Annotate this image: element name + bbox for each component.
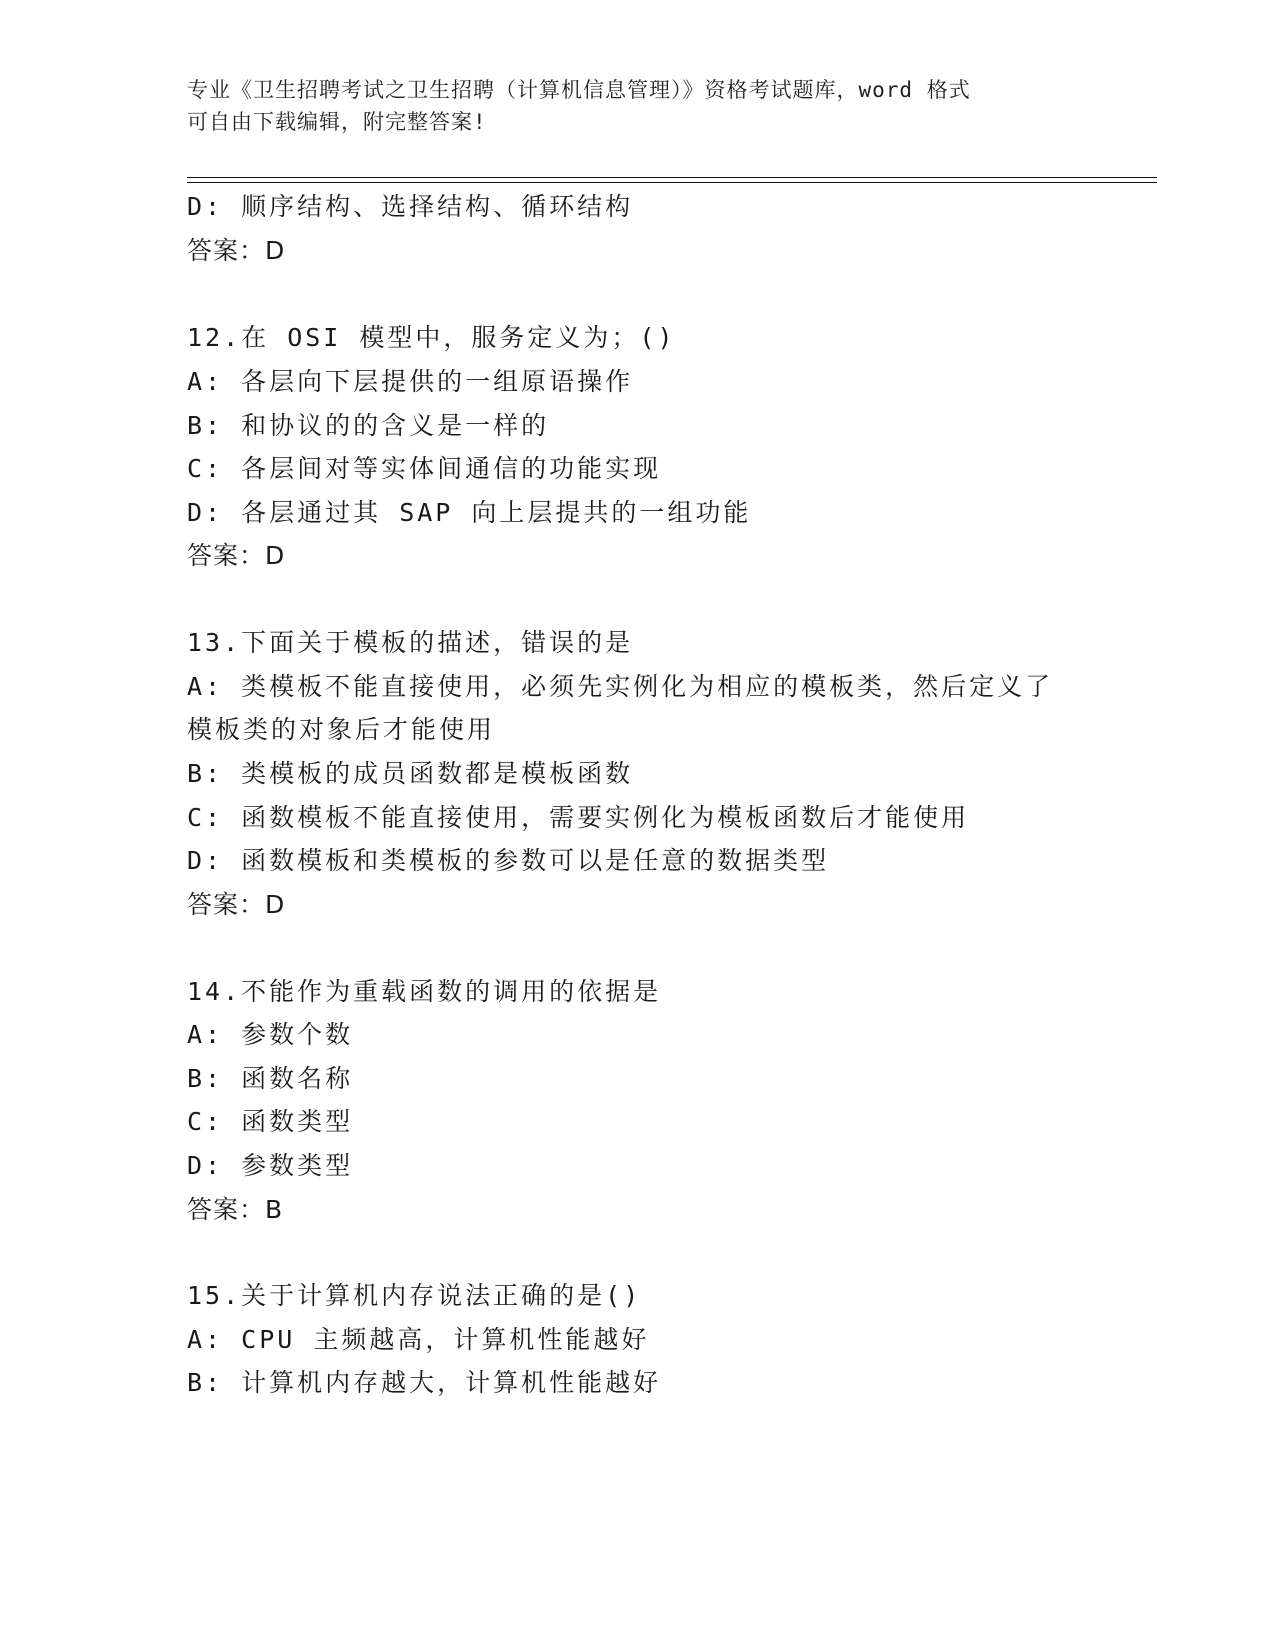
header-line-2: 可自由下载编辑，附完整答案! [187, 110, 487, 134]
q15-option-b: B: 计算机内存越大，计算机性能越好 [187, 1368, 662, 1397]
q14-answer: 答案：B [187, 1195, 284, 1224]
q12-option-b: B: 和协议的的含义是一样的 [187, 411, 550, 440]
q14-option-d: D: 参数类型 [187, 1151, 354, 1180]
q13-option-d: D: 函数模板和类模板的参数可以是任意的数据类型 [187, 846, 830, 875]
q13-option-c: C: 函数模板不能直接使用，需要实例化为模板函数后才能使用 [187, 803, 970, 832]
q12-answer: 答案：D [187, 541, 286, 570]
q15-question: 15.关于计算机内存说法正确的是() [187, 1281, 642, 1310]
header-line-1: 专业《卫生招聘考试之卫生招聘（计算机信息管理）》资格考试题库，word 格式 [187, 78, 971, 102]
header-divider-bottom [187, 182, 1157, 183]
q13-question: 13.下面关于模板的描述，错误的是 [187, 628, 634, 657]
q12-option-c: C: 各层间对等实体间通信的功能实现 [187, 454, 662, 483]
q14-option-c: C: 函数类型 [187, 1107, 354, 1136]
document-header [187, 74, 1087, 138]
q13-option-a-line-1: A: 类模板不能直接使用，必须先实例化为相应的模板类，然后定义了 [187, 672, 1054, 701]
q14-option-a: A: 参数个数 [187, 1020, 354, 1049]
q14-question: 14.不能作为重载函数的调用的依据是 [187, 977, 662, 1006]
q13-option-b: B: 类模板的成员函数都是模板函数 [187, 759, 634, 788]
q13-option-a-line-2: 模板类的对象后才能使用 [187, 715, 496, 744]
q12-option-d: D: 各层通过其 SAP 向上层提共的一组功能 [187, 498, 752, 527]
q11-answer: 答案：D [187, 236, 286, 265]
q14-option-b: B: 函数名称 [187, 1064, 354, 1093]
header-divider-top [187, 177, 1157, 178]
q12-option-a: A: 各层向下层提供的一组原语操作 [187, 367, 634, 396]
q15-option-a: A: CPU 主频越高，计算机性能越好 [187, 1325, 650, 1354]
q12-question: 12.在 OSI 模型中，服务定义为；() [187, 323, 676, 352]
q13-answer: 答案：D [187, 890, 286, 919]
q11-option-d: D: 顺序结构、选择结构、循环结构 [187, 192, 634, 221]
